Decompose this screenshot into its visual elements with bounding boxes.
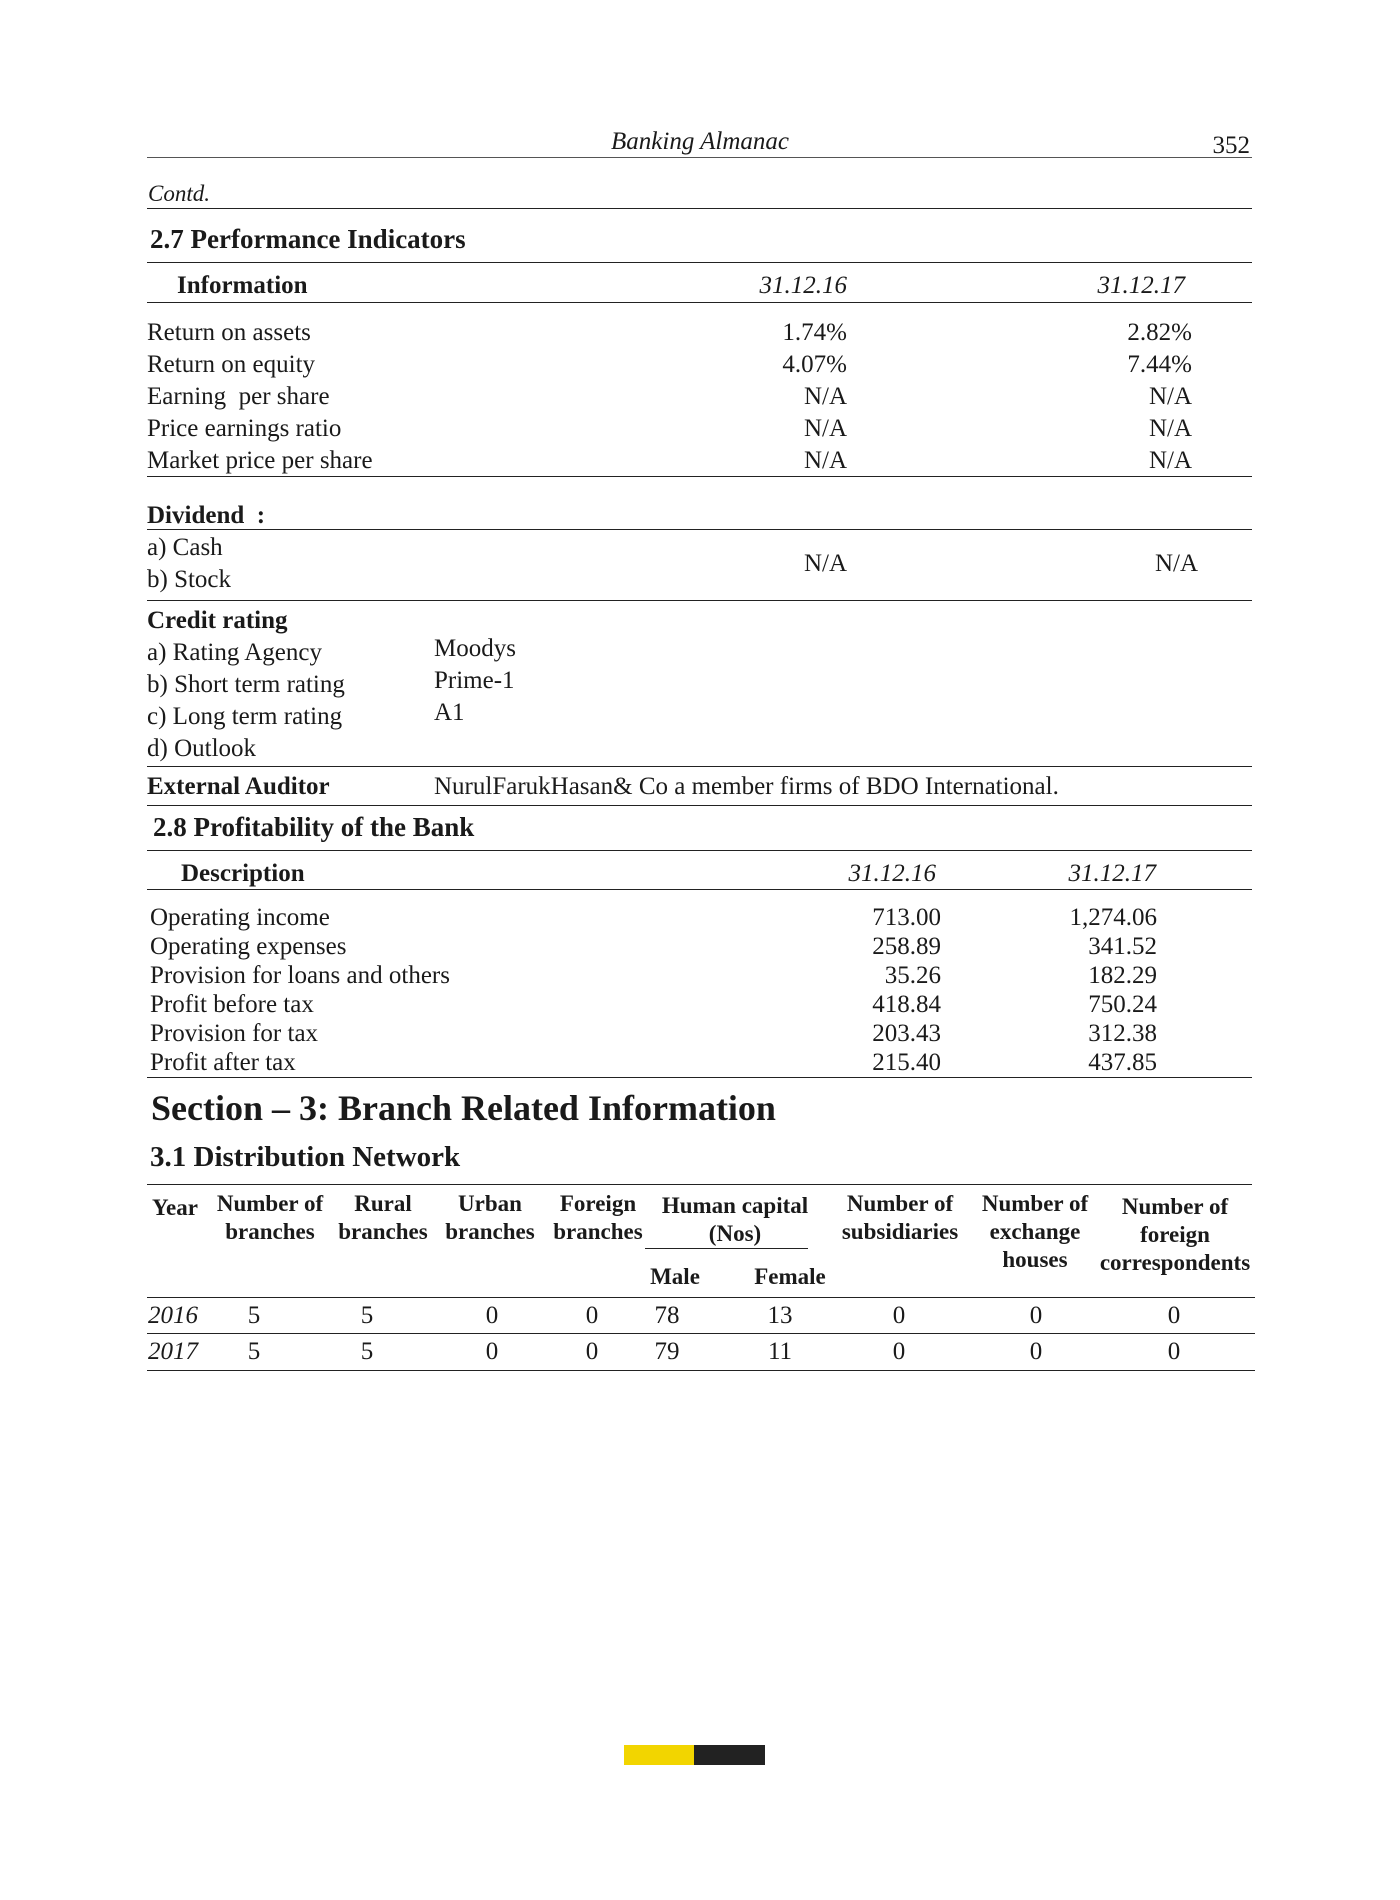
- perf-row-label: Return on equity: [147, 351, 316, 378]
- rule: [147, 1184, 1252, 1185]
- col-urban: Urban branches: [445, 1191, 535, 1244]
- page-number: 352: [1212, 132, 1250, 159]
- cell-male: 79: [654, 1338, 680, 1365]
- profit-col-label: Description: [181, 860, 305, 887]
- rule: [147, 600, 1252, 601]
- perf-title: 2.7 Performance Indicators: [150, 224, 466, 254]
- cell-urban: 0: [485, 1338, 499, 1365]
- col-human: Human capital (Nos): [661, 1193, 809, 1246]
- human-capital-rule: [645, 1248, 808, 1249]
- profit-col2: 31.12.17: [1068, 860, 1156, 887]
- section3-title: Section – 3: Branch Related Information: [151, 1088, 776, 1128]
- dividend-title: Dividend :: [147, 502, 266, 529]
- rule: [147, 208, 1252, 209]
- credit-title: Credit rating: [147, 607, 288, 634]
- section3-subtitle: 3.1 Distribution Network: [150, 1141, 461, 1173]
- credit-label: b) Short term rating: [147, 671, 345, 698]
- cell-branches: 5: [247, 1302, 261, 1329]
- perf-col2: 31.12.17: [1097, 272, 1185, 299]
- header-rule: [147, 157, 1252, 158]
- perf-row-label: Return on assets: [147, 319, 311, 346]
- dividend-v1: N/A: [803, 550, 847, 577]
- perf-row-v2: N/A: [1148, 415, 1192, 442]
- cell-rural: 5: [360, 1302, 374, 1329]
- cell-male: 78: [654, 1302, 680, 1329]
- col-subsidiaries: Number of subsidiaries: [841, 1191, 959, 1244]
- perf-row-v1: N/A: [803, 383, 847, 410]
- cell-correspondents: 0: [1167, 1338, 1181, 1365]
- profit-row-v1: 215.40: [872, 1049, 941, 1076]
- perf-row-v1: 1.74%: [782, 319, 847, 346]
- profit-row-v2: 437.85: [1088, 1049, 1157, 1076]
- profit-row-label: Provision for loans and others: [150, 962, 450, 989]
- rule: [147, 1297, 1255, 1298]
- col-branches: Number of branches: [216, 1191, 324, 1244]
- running-header-title: Banking Almanac: [611, 128, 789, 155]
- col-exchange: Number of exchange houses: [981, 1191, 1089, 1272]
- col-female: Female: [754, 1264, 826, 1289]
- credit-value: Moodys: [434, 635, 516, 662]
- profit-row-v1: 713.00: [872, 904, 941, 931]
- cell-female: 11: [767, 1338, 793, 1365]
- cell-exchange: 0: [1029, 1338, 1043, 1365]
- rule: [147, 850, 1252, 851]
- perf-row-label: Earning per share: [147, 383, 330, 410]
- rule: [147, 805, 1252, 806]
- perf-col1: 31.12.16: [759, 272, 847, 299]
- perf-col-label: Information: [177, 272, 308, 299]
- perf-row-label: Market price per share: [147, 447, 373, 474]
- profit-row-v2: 182.29: [1088, 962, 1157, 989]
- cell-year: 2017: [148, 1338, 198, 1365]
- cell-female: 13: [767, 1302, 793, 1329]
- profit-row-v2: 750.24: [1088, 991, 1157, 1018]
- rule: [147, 889, 1252, 890]
- cell-subsidiaries: 0: [892, 1302, 906, 1329]
- rule: [147, 302, 1252, 303]
- dividend-cash: a) Cash: [147, 534, 223, 561]
- cell-exchange: 0: [1029, 1302, 1043, 1329]
- perf-row-label: Price earnings ratio: [147, 415, 342, 442]
- profit-row-label: Profit after tax: [150, 1049, 296, 1076]
- credit-label: a) Rating Agency: [147, 639, 322, 666]
- perf-row-v2: N/A: [1148, 447, 1192, 474]
- col-correspondents: Number of foreign correspondents: [1099, 1194, 1251, 1275]
- profit-row-label: Operating expenses: [150, 933, 347, 960]
- footer-bar-black: [694, 1745, 765, 1765]
- footer-bar-yellow: [624, 1745, 694, 1765]
- profit-row-label: Provision for tax: [150, 1020, 319, 1047]
- cell-subsidiaries: 0: [892, 1338, 906, 1365]
- dividend-v2: N/A: [1154, 550, 1198, 577]
- profit-row-v1: 258.89: [872, 933, 941, 960]
- rule: [147, 262, 1252, 263]
- profit-row-v2: 1,274.06: [1069, 904, 1157, 931]
- rule: [147, 1077, 1252, 1078]
- cell-branches: 5: [247, 1338, 261, 1365]
- auditor-value: NurulFarukHasan& Co a member firms of BDO International.: [434, 773, 1059, 800]
- perf-row-v2: 7.44%: [1127, 351, 1192, 378]
- profit-row-v2: 312.38: [1088, 1020, 1157, 1047]
- dividend-stock: b) Stock: [147, 566, 232, 593]
- rule: [147, 1370, 1255, 1371]
- col-foreign: Foreign branches: [553, 1191, 643, 1244]
- credit-label: d) Outlook: [147, 735, 257, 762]
- contd-label: Contd.: [148, 181, 210, 206]
- col-year: Year: [152, 1195, 198, 1220]
- profit-row-v1: 418.84: [872, 991, 941, 1018]
- col-male: Male: [650, 1264, 700, 1289]
- credit-label: c) Long term rating: [147, 703, 343, 730]
- cell-rural: 5: [360, 1338, 374, 1365]
- cell-correspondents: 0: [1167, 1302, 1181, 1329]
- perf-row-v2: 2.82%: [1127, 319, 1192, 346]
- perf-row-v1: 4.07%: [782, 351, 847, 378]
- profit-row-v1: 35.26: [884, 962, 941, 989]
- credit-value: A1: [434, 699, 465, 726]
- cell-foreign: 0: [585, 1302, 599, 1329]
- col-rural: Rural branches: [338, 1191, 428, 1244]
- profit-row-v2: 341.52: [1088, 933, 1157, 960]
- profit-row-label: Profit before tax: [150, 991, 314, 1018]
- cell-year: 2016: [148, 1302, 198, 1329]
- perf-row-v1: N/A: [803, 415, 847, 442]
- rule: [147, 476, 1252, 477]
- cell-foreign: 0: [585, 1338, 599, 1365]
- profit-row-label: Operating income: [150, 904, 330, 931]
- rule: [147, 1333, 1255, 1334]
- rule: [147, 766, 1252, 767]
- credit-value: Prime-1: [434, 667, 515, 694]
- perf-row-v2: N/A: [1148, 383, 1192, 410]
- profit-title: 2.8 Profitability of the Bank: [153, 812, 475, 842]
- profit-row-v1: 203.43: [872, 1020, 941, 1047]
- profit-col1: 31.12.16: [848, 860, 936, 887]
- auditor-label: External Auditor: [147, 773, 330, 800]
- perf-row-v1: N/A: [803, 447, 847, 474]
- rule: [147, 529, 1252, 530]
- cell-urban: 0: [485, 1302, 499, 1329]
